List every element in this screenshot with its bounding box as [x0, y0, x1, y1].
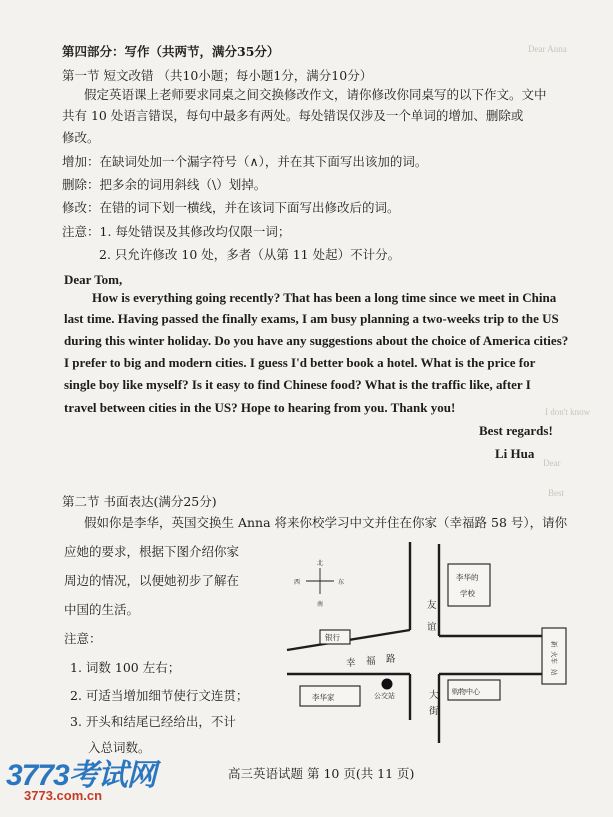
- note-2: 2. 只允许修改 10 处，多者（从第 11 处起）不计分。: [99, 247, 401, 262]
- compass-east: 东: [338, 579, 345, 586]
- bus-stop-label: 公交站: [374, 692, 395, 700]
- bleed-text: I don't know: [545, 407, 591, 417]
- part2-intro-line: 周边的情况，以便她初步了解在: [64, 573, 240, 588]
- road-xingfu-label: 幸: [346, 658, 356, 669]
- road-main-label: 街: [429, 706, 439, 717]
- road-xingfu-label: 路: [386, 654, 396, 665]
- site-logo: 3773考试网: [6, 759, 156, 792]
- rule-modify: 修改：在错的词下划一横线，并在该词下面写出修改后的词。: [62, 200, 400, 215]
- road-xingfu-label: 福: [366, 656, 376, 667]
- bleed-text: Dear Anna: [528, 44, 567, 54]
- letter-closing: Best regards!: [479, 423, 553, 438]
- compass-west: 西: [294, 579, 301, 586]
- bleed-text: Best: [548, 488, 565, 498]
- rule-add: 增加：在缺词处加一个漏字符号（∧），并在其下面写出该加的词。: [62, 154, 428, 169]
- part2-note: 2. 可适当增加细节使行文连贯；: [70, 688, 249, 703]
- home-label: 李华家: [312, 693, 335, 702]
- road-youyi-label: 友: [427, 600, 437, 611]
- part2-title: 第二节 书面表达(满分25分): [62, 494, 217, 509]
- part1-intro-line: 修改。: [62, 130, 100, 145]
- part2-note: 1. 词数 100 左右；: [70, 660, 181, 675]
- station-label: 新: [550, 641, 558, 648]
- part2-notes-title: 注意：: [64, 631, 102, 646]
- station-label: 站: [550, 669, 558, 676]
- mall-label: 购物中心: [452, 688, 480, 696]
- letter-line: travel between cities in the US? Hope to hearing from you. Thank you!: [64, 400, 456, 415]
- part1-intro-line: 假定英语课上老师要求同桌之间交换修改作文，请你修改你同桌写的以下作文。文中: [84, 87, 547, 102]
- letter-line: last time. Having passed the finally exams, I am busy planning a two-weeks trip to the US: [64, 311, 559, 326]
- letter-line: I prefer to big and modern cities. I guess I'd better book a hotel. What is the price for: [64, 355, 536, 370]
- letter-line: single boy like myself? Is it easy to find Chinese food? What is the traffic like, after I: [64, 377, 531, 392]
- part2-intro-line: 应她的要求，根据下图介绍你家: [64, 544, 240, 559]
- section-title: 第四部分：写作（共两节，满分35分）: [62, 44, 280, 59]
- note-1: 注意：1. 每处错误及其修改均仅限一词；: [62, 224, 291, 239]
- part1-intro-line: 共有 10 处语言错误，每句中最多有两处。每处错误仅涉及一个单词的增加、删除或: [62, 108, 524, 123]
- part2-note: 入总词数。: [88, 740, 151, 755]
- rule-delete: 删除：把多余的词用斜线（\）划掉。: [62, 177, 267, 192]
- bank-label: 银行: [325, 633, 340, 642]
- part2-note: 3. 开头和结尾已经给出，不计: [70, 714, 236, 729]
- part2-intro-line: 假如你是李华，英国交换生 Anna 将来你校学习中文并住在你家（幸福路 58 号），请你: [84, 515, 568, 530]
- school-label: 学校: [460, 589, 475, 598]
- compass-icon: [306, 568, 334, 594]
- letter-greeting: Dear Tom,: [64, 272, 123, 287]
- compass-north: 北: [317, 560, 324, 567]
- site-url: 3773.com.cn: [24, 788, 103, 803]
- school-box: [448, 564, 490, 606]
- part1-title: 第一节 短文改错 （共10小题；每小题1分，满分10分）: [62, 68, 373, 83]
- letter-signature: Li Hua: [495, 446, 535, 461]
- page-footer: 高三英语试题 第 10 页(共 11 页): [228, 766, 415, 781]
- station-label: 火车: [550, 651, 558, 664]
- part2-intro-line: 中国的生活。: [64, 602, 140, 617]
- bus-stop-icon: [382, 679, 393, 690]
- neighborhood-map: [280, 538, 585, 750]
- letter-line: during this winter holiday. Do you have any suggestions about the choice of America cities?: [64, 333, 569, 348]
- road-youyi-label: 谊: [427, 622, 437, 633]
- letter-line: How is everything going recently? That has been a long time since we meet in China: [92, 290, 557, 305]
- road-main-label: 大: [429, 690, 439, 701]
- school-label: 李华的: [456, 573, 479, 582]
- compass-south: 南: [317, 601, 324, 608]
- bleed-text: Dear: [543, 458, 561, 468]
